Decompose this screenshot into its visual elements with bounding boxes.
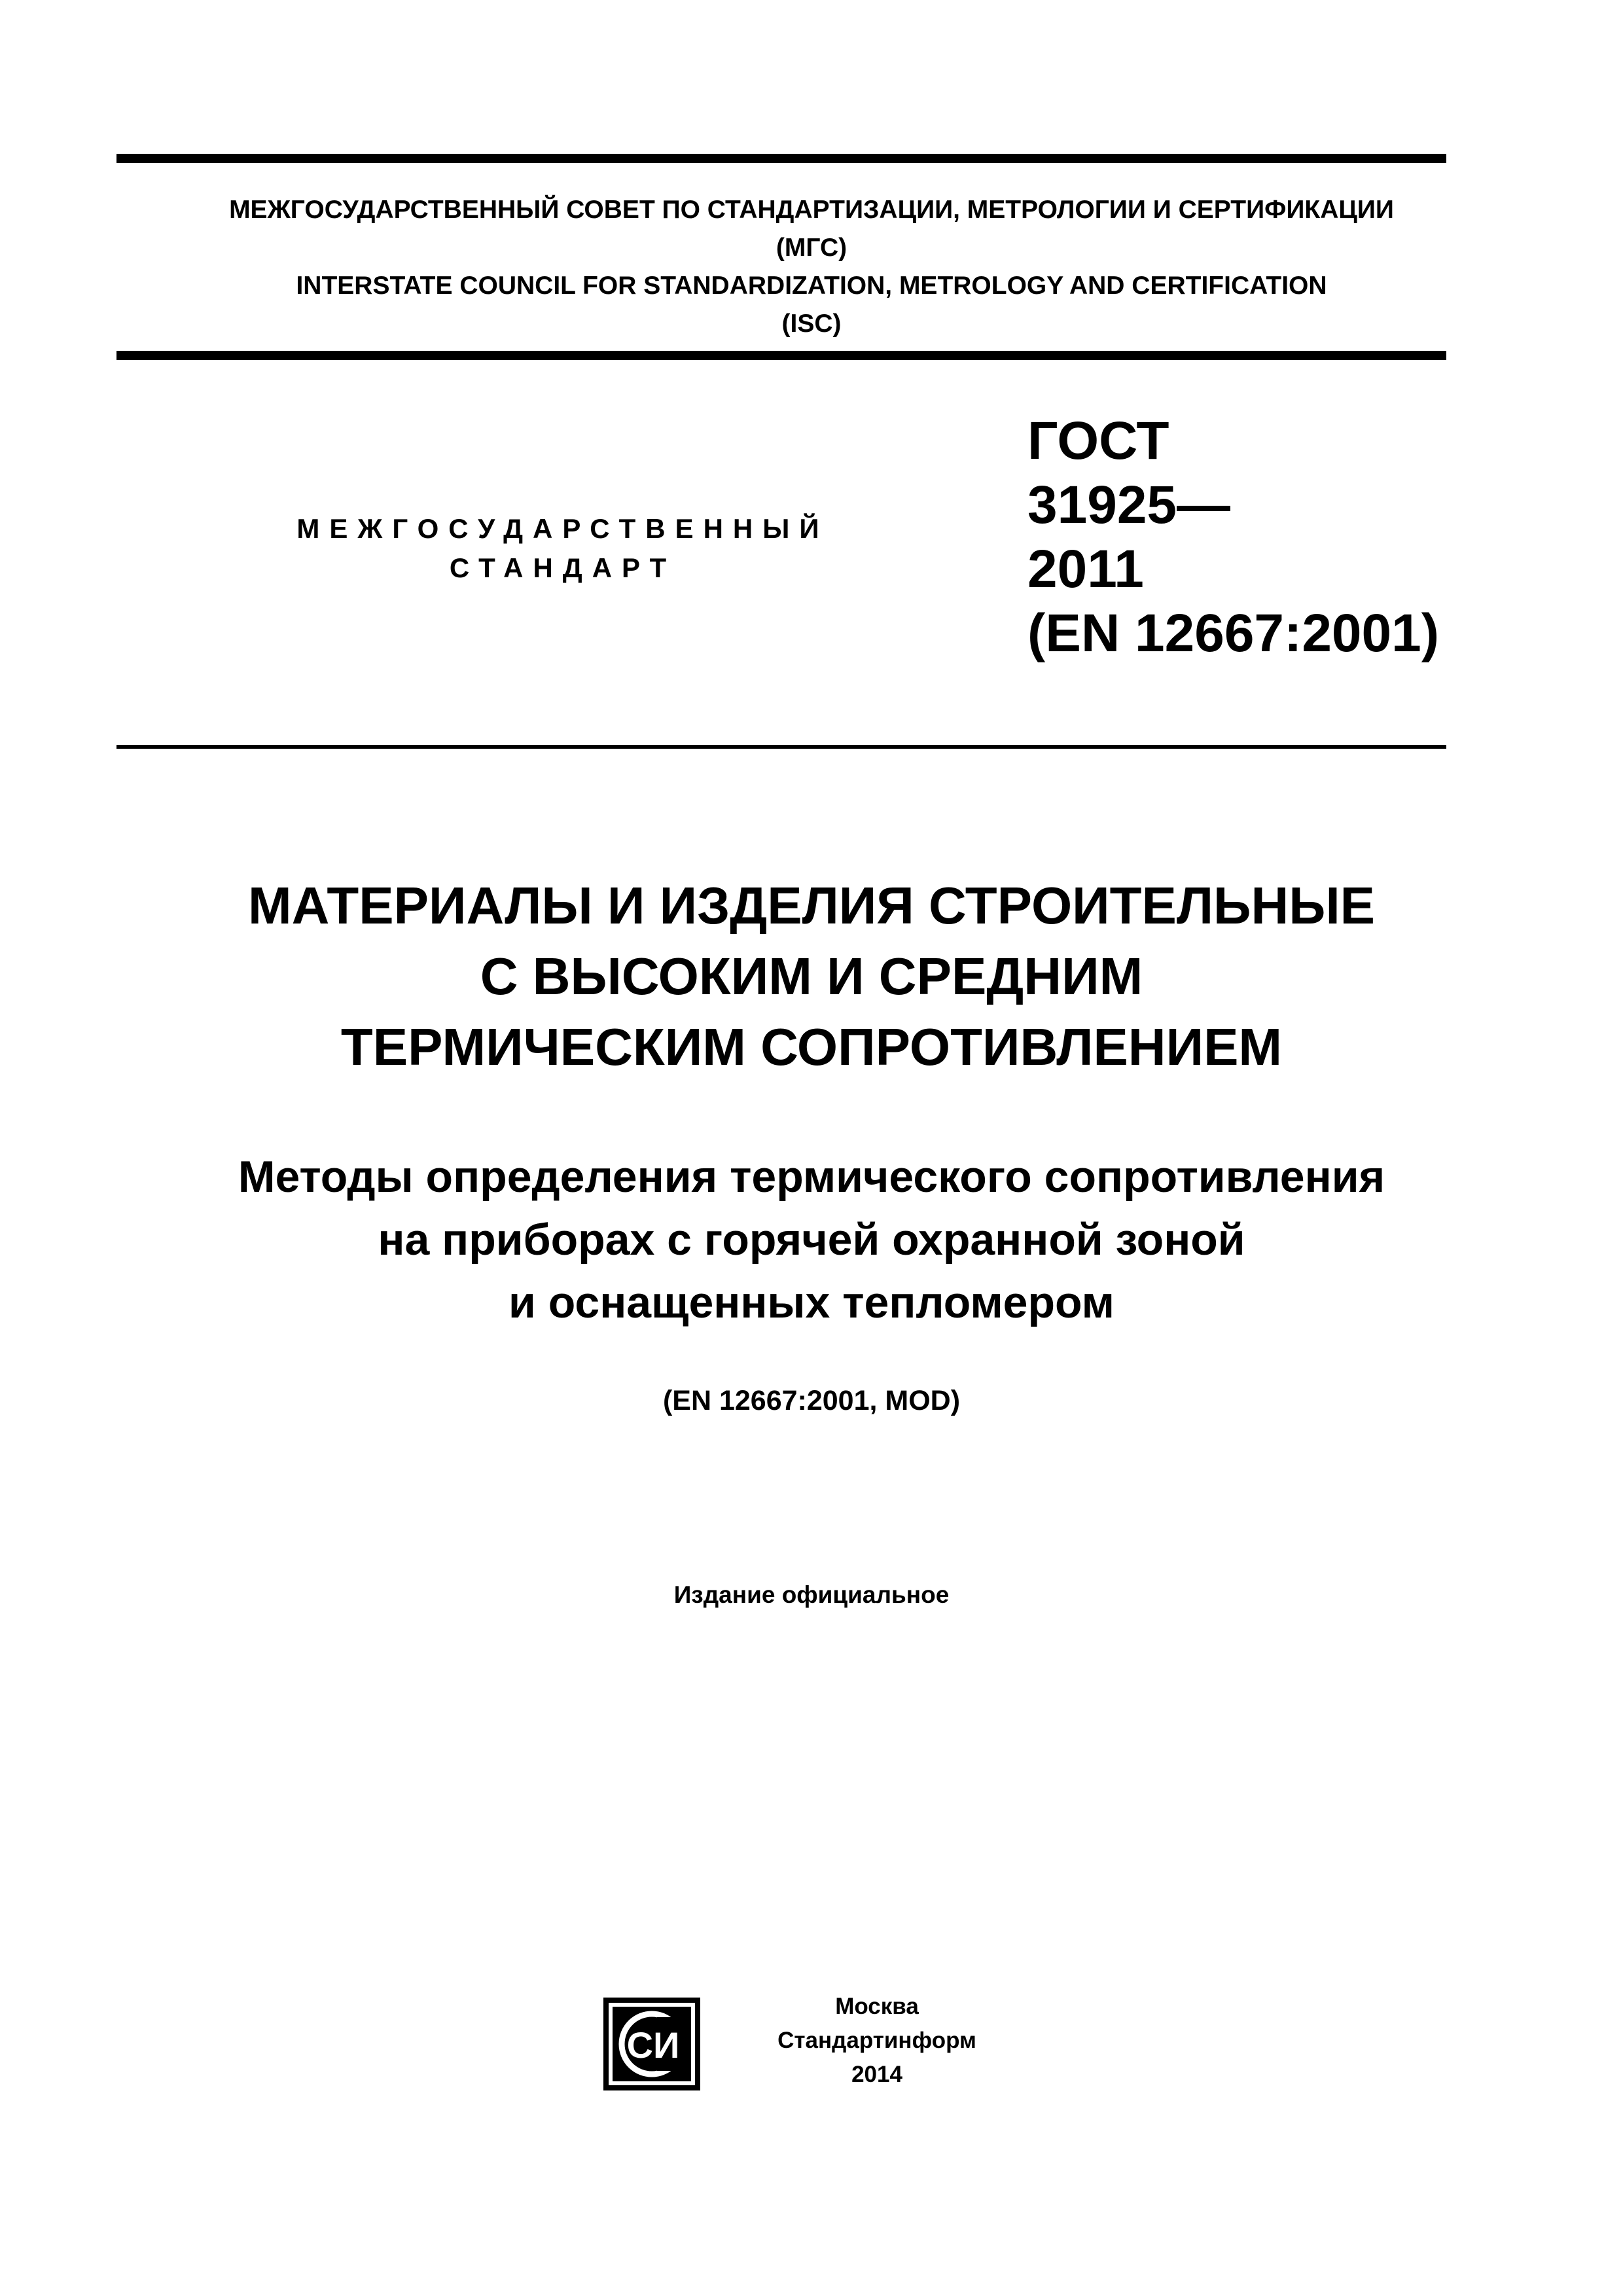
council-name-en: INTERSTATE COUNCIL FOR STANDARDIZATION, METROLOGY AND CERTIFICATION [296, 272, 1327, 300]
document-title [0, 870, 1623, 1083]
subtitle-line1: Методы определения термического сопротивления [238, 1152, 1385, 1202]
title-line1: МАТЕРИАЛЫ И ИЗДЕЛИЯ СТРОИТЕЛЬНЫЕ [248, 876, 1375, 935]
standard-type-line2: СТАНДАРТ [449, 552, 677, 583]
subtitle-line2: на приборах с горячей охранной зоной [378, 1215, 1245, 1265]
council-name-ru: МЕЖГОСУДАРСТВЕННЫЙ СОВЕТ ПО СТАНДАРТИЗАЦИИ, МЕТРОЛОГИИ И СЕРТИФИКАЦИИ [229, 196, 1394, 224]
document-subtitle [0, 1145, 1623, 1334]
standard-type [236, 509, 890, 588]
logo-text: СИ [626, 2024, 680, 2066]
edition-label: Издание официальное [673, 1581, 950, 1608]
modification-reference: (EN 12667:2001, MOD) [662, 1385, 961, 1416]
publisher-block [720, 1990, 1034, 2092]
title-line3: ТЕРМИЧЕСКИМ СОПРОТИВЛЕНИЕМ [340, 1018, 1283, 1076]
subtitle-line3: и оснащенных тепломером [508, 1278, 1115, 1327]
standartinform-logo-icon [603, 1998, 700, 2090]
publisher-name: Стандартинформ [777, 2028, 976, 2053]
designation-equivalent: (EN 12667:2001) [1027, 603, 1440, 663]
title-rule [116, 745, 1446, 749]
header-rule [116, 351, 1446, 360]
designation-prefix: ГОСТ [1027, 411, 1169, 471]
council-abbr-ru: (МГС) [776, 234, 847, 262]
standard-designation [1027, 409, 1439, 666]
council-header [0, 191, 1623, 343]
top-rule [116, 154, 1446, 163]
designation-year: 2011 [1027, 539, 1144, 599]
publisher-year: 2014 [851, 2062, 902, 2087]
designation-number: 31925— [1027, 475, 1231, 535]
publisher-city: Москва [835, 1994, 919, 2019]
standard-type-line1: МЕЖГОСУДАРСТВЕННЫЙ [296, 513, 829, 544]
council-abbr-en: (ISC) [781, 310, 842, 338]
title-line2: С ВЫСОКИМ И СРЕДНИМ [480, 947, 1143, 1005]
